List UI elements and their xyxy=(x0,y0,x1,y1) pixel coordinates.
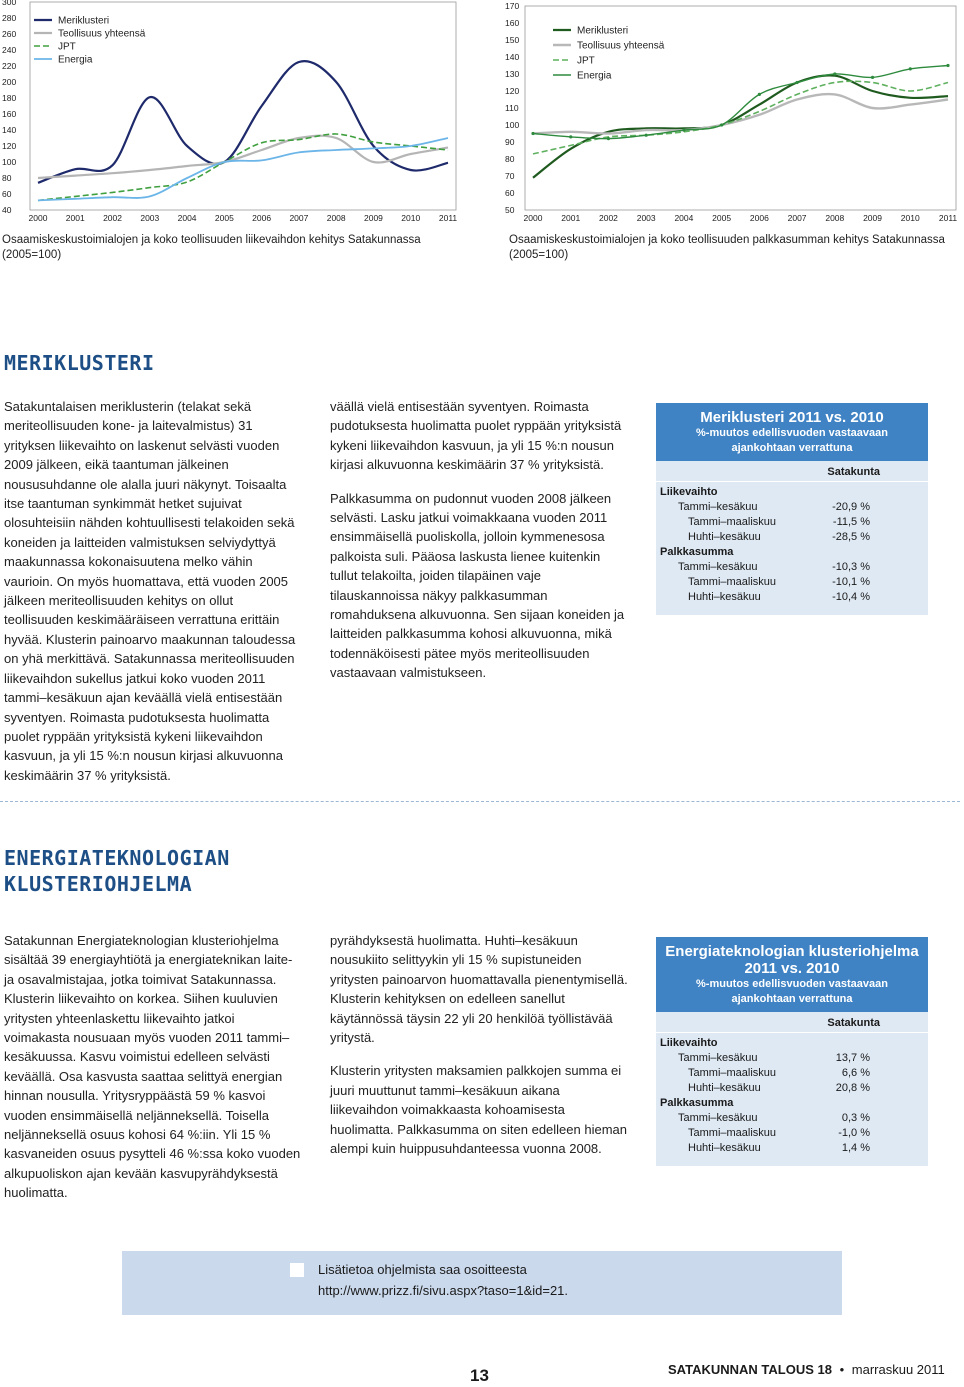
x-tick-label: 2003 xyxy=(636,213,656,223)
infobox-category: Liikevaihto xyxy=(660,1037,718,1049)
series-marker xyxy=(607,137,610,140)
series-marker xyxy=(909,67,912,70)
infobox-row: Huhti–kesäkuu 1,4 % xyxy=(688,1142,870,1154)
section-heading-meriklusteri: MERIKLUSTERI xyxy=(4,351,155,375)
legend-label: JPT xyxy=(577,55,595,67)
paragraph: Klusterin yritysten maksamien palkkojen summa ei juuri muuttunut tammi–kesäkuun aikana liikevaihdon voimakkaasta kohoamisesta huolimatta. Palkkasumma on siten edelleen hieman alempi kuin huippusuhdanteessa vuonna 2008. xyxy=(330,1063,628,1157)
chart-palkkasumma-caption xyxy=(509,233,964,263)
x-tick-label: 2007 xyxy=(787,213,807,223)
energia-column2 xyxy=(330,931,630,1158)
x-tick-label: 2008 xyxy=(825,213,845,223)
heading-line1: ENERGIATEKNOLOGIAN xyxy=(4,846,230,870)
legend-label: Teollisuus yhteensä xyxy=(58,28,146,40)
info-link-url[interactable]: http://www.prizz.fi/sivu.aspx?taso=1&id=21. xyxy=(318,1283,569,1298)
energia-column1 xyxy=(4,931,302,1223)
infobox-category: Palkkasumma xyxy=(660,1097,734,1109)
infobox-row: Tammi–kesäkuu 13,7 % xyxy=(678,1052,870,1064)
infobox-row: Tammi–kesäkuu 0,3 % xyxy=(678,1112,870,1124)
infobox-row: Huhti–kesäkuu 20,8 % xyxy=(688,1082,870,1094)
meriklusteri-column2 xyxy=(330,397,630,683)
x-tick-label: 2011 xyxy=(438,213,458,223)
infobox-meriklusteri xyxy=(656,403,928,615)
chart-liikevaihto xyxy=(0,0,460,228)
series-marker xyxy=(645,134,648,137)
y-tick-label: 140 xyxy=(505,52,520,62)
infobox-column-header: Satakunta xyxy=(656,1014,928,1033)
y-tick-label: 90 xyxy=(505,137,515,147)
section-heading-energiateknologia xyxy=(4,845,230,897)
y-tick-label: 70 xyxy=(505,171,515,181)
chart-palkkasumma xyxy=(495,0,960,228)
x-tick-label: 2009 xyxy=(863,213,883,223)
page-number: 13 xyxy=(470,1366,489,1385)
y-tick-label: 160 xyxy=(505,18,520,28)
infobox-row: Tammi–kesäkuu -10,3 % xyxy=(678,561,870,573)
y-tick-label: 180 xyxy=(2,93,17,103)
legend-label: Energia xyxy=(577,70,612,82)
legend-label: Meriklusteri xyxy=(58,15,110,27)
x-tick-label: 2004 xyxy=(177,213,197,223)
infobox-row: Tammi–maaliskuu -11,5 % xyxy=(688,516,870,528)
x-tick-label: 2004 xyxy=(674,213,694,223)
infobox-title: Energiateknologian klusteriohjelma xyxy=(665,943,919,960)
infobox-subtitle: %-muutos edellisvuoden vastaavaan xyxy=(696,427,888,439)
infobox-row: Tammi–maaliskuu -10,1 % xyxy=(688,576,870,588)
y-tick-label: 100 xyxy=(2,157,17,167)
x-tick-label: 2000 xyxy=(523,213,543,223)
infobox-row: Huhti–kesäkuu -28,5 % xyxy=(688,531,870,543)
infobox-subtitle: ajankohtaan verrattuna xyxy=(731,993,853,1005)
legend-label: Meriklusteri xyxy=(577,25,629,37)
infobox-row: Huhti–kesäkuu -10,4 % xyxy=(688,591,870,603)
x-tick-label: 2006 xyxy=(252,213,272,223)
x-tick-label: 2000 xyxy=(28,213,48,223)
infobox-subtitle: ajankohtaan verrattuna xyxy=(731,442,853,454)
series-marker xyxy=(531,132,534,135)
y-tick-label: 120 xyxy=(2,141,17,151)
series-marker xyxy=(569,135,572,138)
infobox-energiateknologia xyxy=(656,937,928,1166)
series-marker xyxy=(758,93,761,96)
paragraph: väällä vielä entisestään syventyen. Roimasta pudotuksesta huolimatta puolet ryppään yrityksistä kykeni liikevaihdon kasvuun, ja yli 15 %:n nousun kirjasi alkuvuonna keskimäärin 37 % yrityksistä. xyxy=(330,399,622,473)
x-tick-label: 2001 xyxy=(65,213,85,223)
paragraph: Palkkasumma on pudonnut vuoden 2008 jälkeen selvästi. Lasku jatkui voimakkaana vuoden 2011 ensimmäisellä puoliskolla, jolloin kymmenesosa palkoista suli. Pääosa laskusta lienee kuitenkin tullut telakoilta, joiden tilapäinen vaje tilauskannoissa näkyy palkkasumman romahduksena alkuvuonna. Sen sijaan koneiden ja laitteiden palkkasumma kohosi alkuvuonna, mikä todennäköisesti pätee myös meriteollisuuden vastaavaan valmistukseen. xyxy=(330,490,625,681)
y-tick-label: 100 xyxy=(505,120,520,130)
y-tick-label: 150 xyxy=(505,35,520,45)
y-tick-label: 60 xyxy=(2,189,12,199)
paragraph: Satakunnan Energiateknologian klusteriohjelma sisältää 39 energiayhtiötä ja energiateknikan laite- ja osavalmistajaa, jotka toimivat Satakunnassa. Klusterin liikevaihto on korkea. Siihen kuuluvien yritysten yhteenlaskettu liikevaihto jatkoi voimakasta nousuaan myös vuoden 2011 tammi–kesäkuussa. Kasvu voimistui edelleen selvästi keväällä. Osa kasvusta saattaa selittyä energian hinnan nousulla. Yritysryppäästä 59 % kasvoi vuoden ensimmäisellä neljänneksellä. Toisella neljänneksellä osuus kohosi 64 %:iin. Yli 15 % kasvaneiden osuus pysytteli 46 %:ssa koko vuoden alkupuoliskon ajan kevään kasvupyrähdyksestä huolimatta. xyxy=(4,933,301,1201)
series-marker xyxy=(871,76,874,79)
chart-caption-line1: Osaamiskeskustoimialojen ja koko teollisuuden palkkasumman kehitys Satakunnassa xyxy=(509,234,945,246)
x-tick-label: 2005 xyxy=(214,213,234,223)
chart-caption-line2: (2005=100) xyxy=(509,249,569,261)
x-tick-label: 2003 xyxy=(140,213,160,223)
series-marker xyxy=(946,64,949,67)
y-tick-label: 300 xyxy=(2,0,17,7)
y-tick-label: 280 xyxy=(2,13,17,23)
x-tick-label: 2010 xyxy=(401,213,421,223)
y-tick-label: 220 xyxy=(2,61,17,71)
y-tick-label: 140 xyxy=(2,125,17,135)
infobox-subtitle: %-muutos edellisvuoden vastaavaan xyxy=(696,978,888,990)
y-tick-label: 40 xyxy=(2,205,12,215)
x-tick-label: 2001 xyxy=(561,213,581,223)
infobox-category: Liikevaihto xyxy=(660,486,718,498)
y-tick-label: 60 xyxy=(505,188,515,198)
series-marker xyxy=(795,81,798,84)
x-tick-label: 2002 xyxy=(103,213,123,223)
y-tick-label: 110 xyxy=(505,103,519,113)
x-tick-label: 2005 xyxy=(712,213,732,223)
x-tick-label: 2009 xyxy=(363,213,383,223)
y-tick-label: 200 xyxy=(2,77,17,87)
y-tick-label: 80 xyxy=(2,173,12,183)
series-marker xyxy=(720,123,723,126)
footer-publication xyxy=(668,1362,945,1377)
y-tick-label: 170 xyxy=(505,1,520,11)
y-tick-label: 160 xyxy=(2,109,17,119)
paragraph: pyrähdyksestä huolimatta. Huhti–kesäkuun nousukiito selittyykin yli 15 % supistuneiden yritysten painoarvon huomattavalla pienentymisellä. Klusterin kehityksen on edelleen sanellut käytännössä täysin 22 yli 20 henkilöä työllistävää yritystä. xyxy=(330,933,628,1046)
y-tick-label: 120 xyxy=(505,86,520,96)
x-tick-label: 2007 xyxy=(289,213,309,223)
chart-caption-line2: (2005=100) xyxy=(2,249,62,261)
infobox-row: Tammi–maaliskuu -1,0 % xyxy=(688,1127,870,1139)
x-tick-label: 2011 xyxy=(938,213,958,223)
square-bullet-icon xyxy=(290,1263,304,1277)
legend-label: JPT xyxy=(58,41,76,53)
info-link-box xyxy=(122,1251,842,1315)
series-marker xyxy=(682,129,685,132)
x-tick-label: 2010 xyxy=(900,213,920,223)
y-tick-label: 240 xyxy=(2,45,17,55)
y-tick-label: 50 xyxy=(505,205,515,215)
x-tick-label: 2006 xyxy=(749,213,769,223)
chart-caption-line1: Osaamiskeskustoimialojen ja koko teollisuuden liikevaihdon kehitys Satakunnassa xyxy=(2,234,421,246)
y-tick-label: 80 xyxy=(505,154,515,164)
x-tick-label: 2002 xyxy=(598,213,618,223)
paragraph: Satakuntalaisen meriklusterin (telakat sekä meriteollisuuden kone- ja laitevalmistus) 31 yrityksen liikevaihto on laskenut selvästi vuoden 2009 jälkeen, eikä taantuman jälkeinen noususuhdanne ole alalla juuri näkynyt. Toisaalta itse taantuman synkimmät hetket sujuivat olosuhteisiin nähden kohtuullisesti telakoiden sekä koneiden ja laitteiden valmistuksen selviydyttyä maakunnassa kokonaisuutena melko vähin vaurioin. On myös huomattava, että vuoden 2005 jälkeen meriteollisuuden kehitys on ollut teollisuuden keskimääräiseen verrattuna erittäin hyvää. Klusterin painoarvo maakunnan taloudessa on yhä merkittävä. Satakunnassa meriteollisuuden liikevaihdon sukellus jatkui koko vuoden 2011 tammi–kesäkuun ajan keväällä vielä entisestään syventyen. Roimasta pudotuksesta huolimatta puolet ryppään yrityksistä kykeni liikevaihdon kasvuun, ja yli 15 %:n nousun kirjasi alkuvuonna keskimäärin 37 % yrityksistä. xyxy=(4,399,296,783)
issue-date: marraskuu 2011 xyxy=(851,1362,945,1377)
legend-label: Teollisuus yhteensä xyxy=(577,40,665,52)
bullet: • xyxy=(839,1362,845,1377)
series-marker xyxy=(833,72,836,75)
infobox-title: 2011 vs. 2010 xyxy=(744,960,840,977)
infobox-category: Palkkasumma xyxy=(660,546,734,558)
y-tick-label: 130 xyxy=(505,69,520,79)
info-link-text: Lisätietoa ohjelmista saa osoitteesta xyxy=(318,1262,527,1277)
infobox-column-header: Satakunta xyxy=(656,463,928,482)
meriklusteri-column1 xyxy=(4,397,302,783)
magazine-name: SATAKUNNAN TALOUS 18 xyxy=(668,1362,832,1377)
chart-liikevaihto-caption xyxy=(2,233,472,263)
y-tick-label: 260 xyxy=(2,29,17,39)
heading-line2: KLUSTERIOHJELMA xyxy=(4,872,193,896)
section-divider xyxy=(0,801,960,802)
x-tick-label: 2008 xyxy=(326,213,346,223)
legend-label: Energia xyxy=(58,54,93,66)
infobox-title: Meriklusteri 2011 vs. 2010 xyxy=(700,409,884,426)
infobox-row: Tammi–kesäkuu -20,9 % xyxy=(678,501,870,513)
infobox-row: Tammi–maaliskuu 6,6 % xyxy=(688,1067,870,1079)
